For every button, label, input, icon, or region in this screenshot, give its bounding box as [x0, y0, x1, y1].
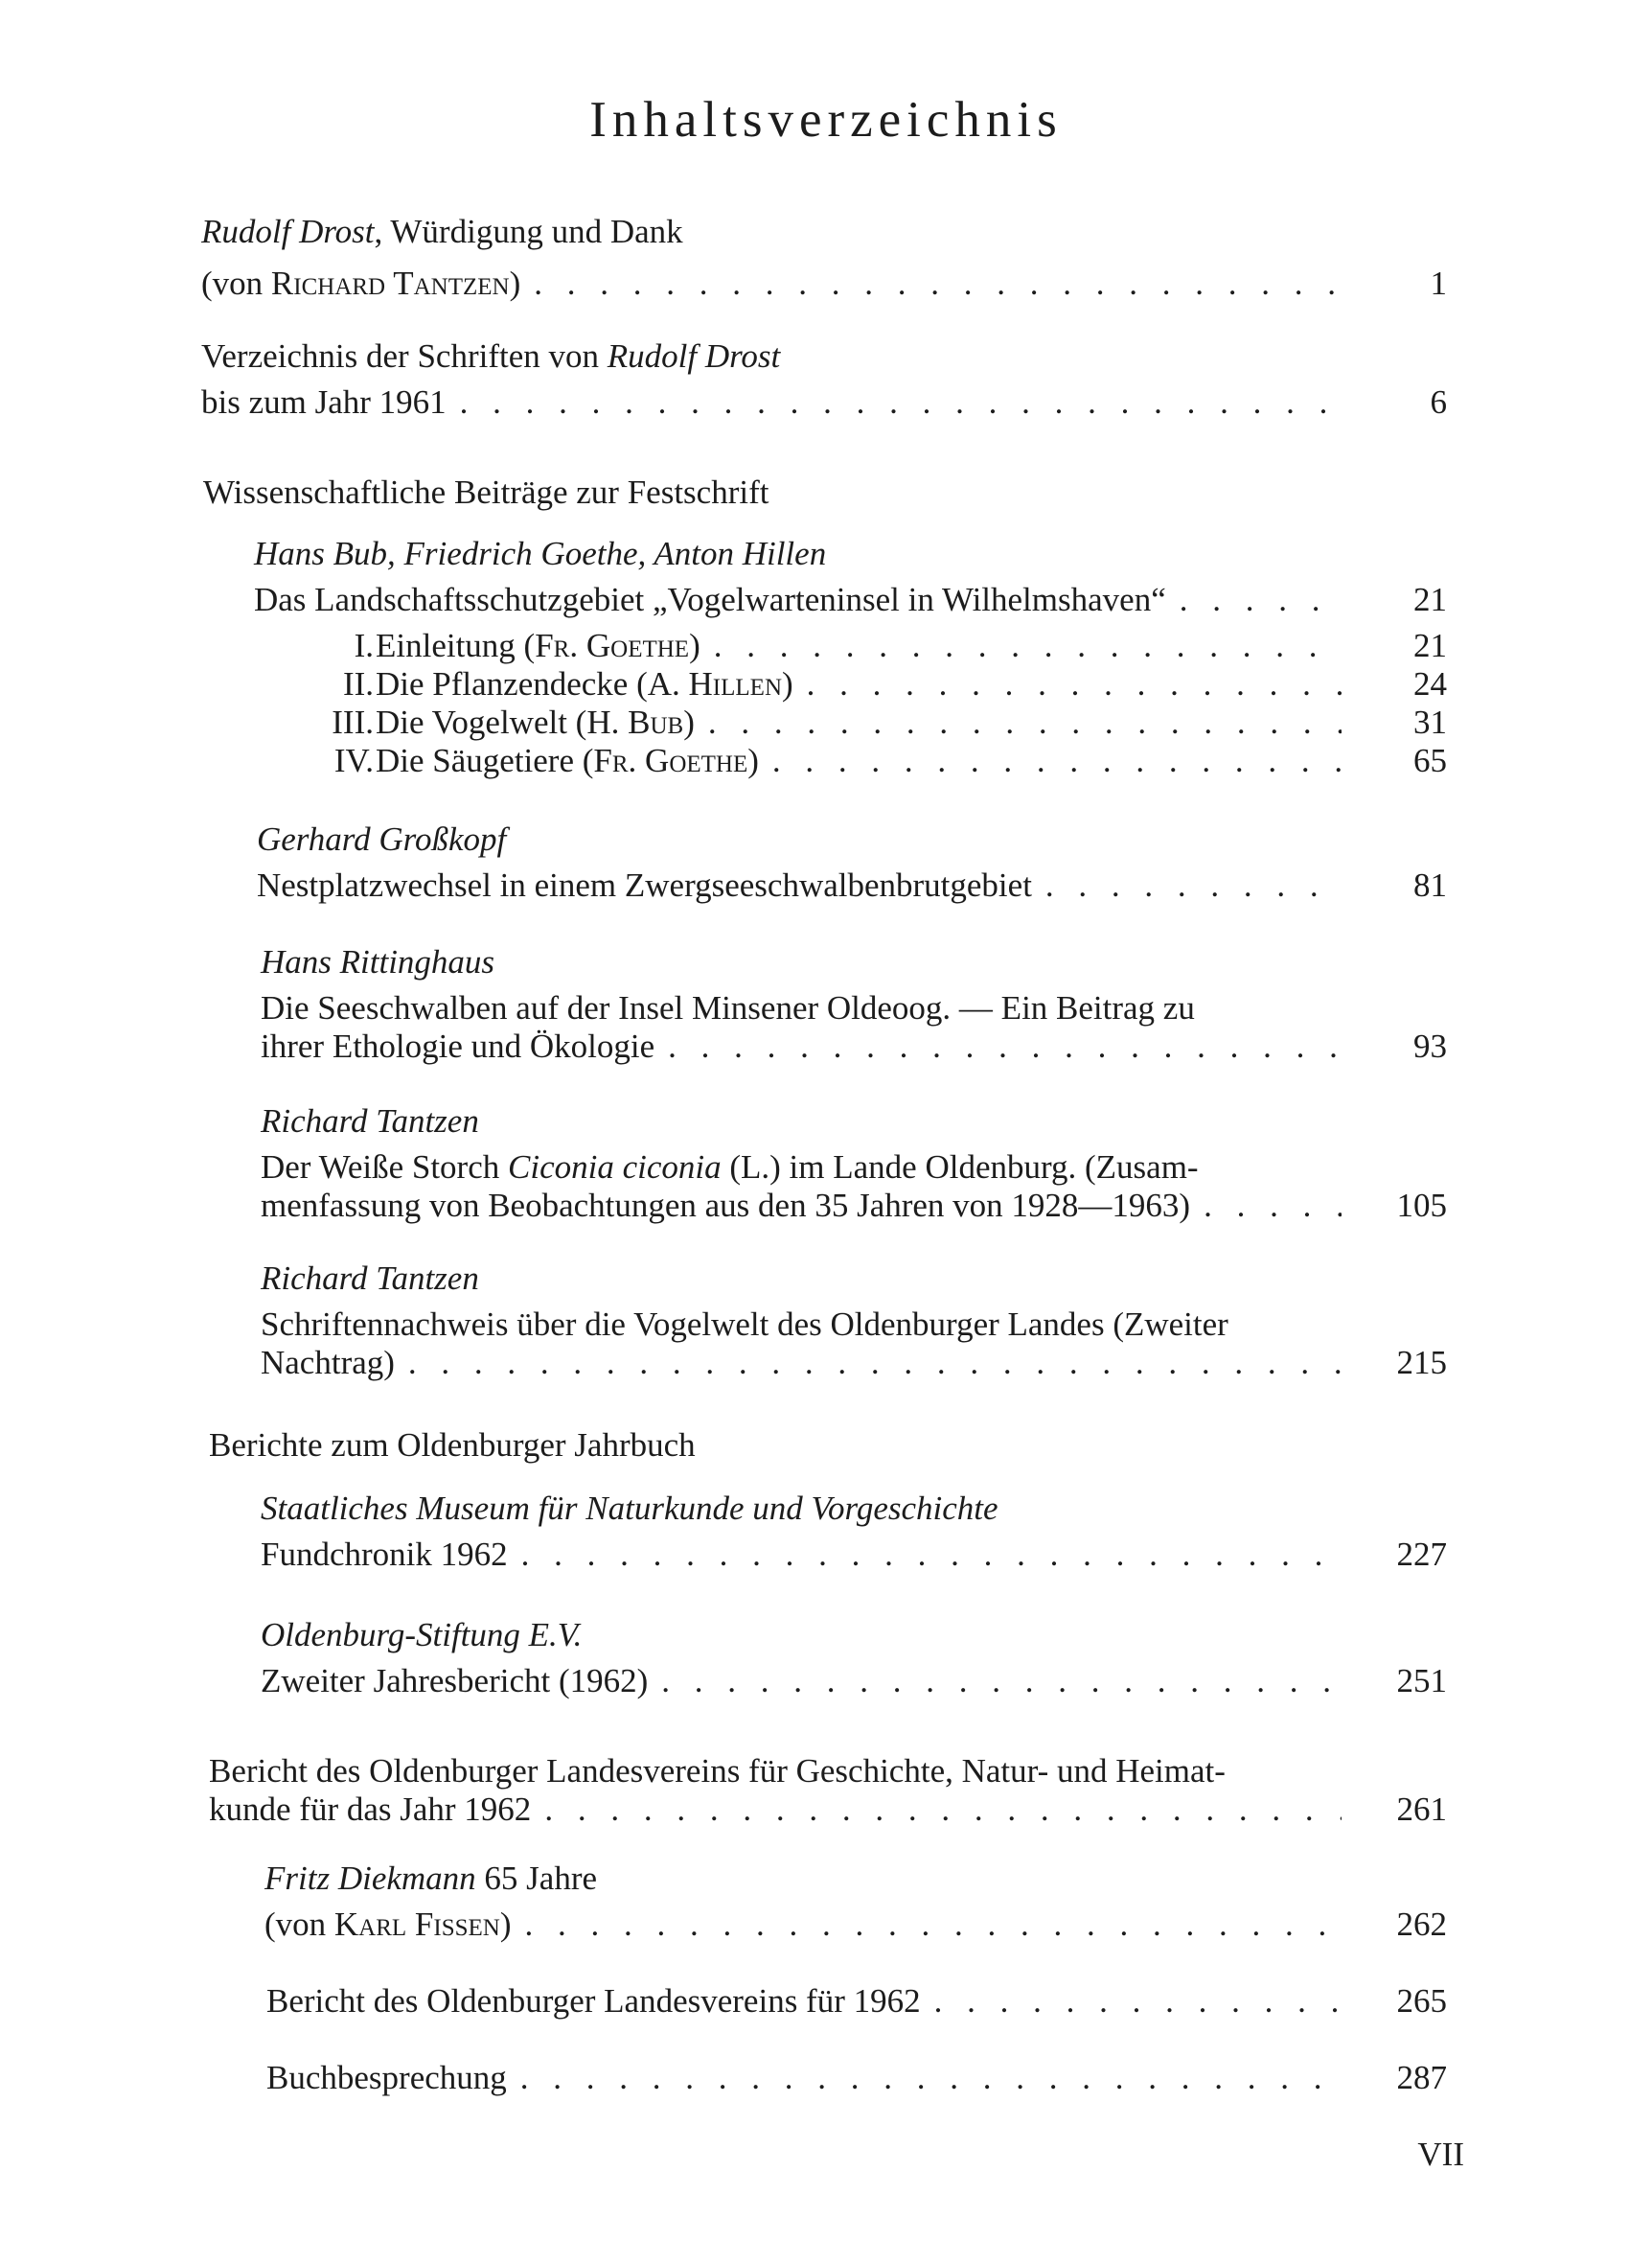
page-title: Inhaltsverzeichnis [589, 92, 1063, 148]
entry-title: , Würdigung und Dank [374, 213, 683, 250]
page-number: 262 [1396, 1906, 1447, 1943]
page-number: 21 [1413, 581, 1447, 618]
text: ) [499, 1906, 512, 1943]
author: Gerhard Großkopf [257, 820, 507, 858]
text: ) [689, 627, 700, 664]
page-number: 265 [1396, 1982, 1447, 2020]
page-number: 24 [1413, 665, 1447, 703]
entry-title: Zweiter Jahresbericht (1962) [261, 1662, 649, 1699]
text: ) [683, 704, 695, 741]
toc-subentry [376, 742, 1351, 780]
toc-entry-schriften-line [201, 383, 1351, 422]
toc-entry-fundchronik [261, 1536, 1351, 1574]
entry-title: Buchbesprechung [266, 2059, 507, 2096]
text: Die Pflanzendecke ( [376, 665, 648, 703]
toc-entry-schriften-heading [201, 337, 780, 376]
dot-leader [714, 627, 1342, 665]
entry-title: ihrer Ethologie und Ökologie [261, 1028, 655, 1065]
page-number: 6 [1430, 383, 1447, 421]
text: ) [747, 742, 759, 779]
author-name: Fr. Goethe [535, 627, 690, 664]
dot-leader [1180, 581, 1342, 619]
sub-number: II. [342, 665, 374, 703]
dot-leader [934, 1982, 1342, 2021]
text: ) [509, 265, 521, 302]
sub-number: IV. [333, 742, 374, 779]
entry-title: Fundchronik 1962 [261, 1536, 508, 1573]
toc-entry-drost-heading [201, 213, 683, 251]
text: Die Säugetiere ( [376, 742, 594, 779]
author-name: Fr. Goethe [593, 742, 748, 779]
dot-leader [520, 2059, 1342, 2097]
text: Einleitung ( [376, 627, 536, 664]
toc-entry-drost-line [201, 265, 1351, 303]
toc-entry-vogelwarteninsel [254, 581, 1351, 619]
page-number: 31 [1413, 704, 1447, 741]
author-name: H. Bub [586, 704, 684, 741]
dot-leader [460, 383, 1342, 422]
entry-title: menfassung von Beobachtungen aus den 35 Jahren von 1928—1963) [261, 1187, 1191, 1224]
entry-title: Nachtrag) [261, 1344, 395, 1381]
toc-entry-storch [261, 1187, 1351, 1225]
dot-leader [807, 665, 1342, 704]
page-number: 261 [1396, 1790, 1447, 1828]
page-number: 215 [1396, 1344, 1447, 1381]
author: Staatliches Museum für Naturkunde und Vorgeschichte [261, 1490, 998, 1527]
toc-entry-jahresbericht [261, 1662, 1351, 1700]
page-number: 287 [1396, 2059, 1447, 2096]
dot-leader [525, 1906, 1342, 1944]
page-number: 227 [1396, 1536, 1447, 1573]
text: (von [201, 265, 271, 302]
page-number: 93 [1413, 1028, 1447, 1065]
entry-title: 65 Jahre [475, 1860, 598, 1897]
dot-leader [408, 1344, 1342, 1382]
dot-leader [1045, 866, 1342, 905]
entry-title: bis zum Jahr 1961 [201, 383, 447, 421]
author-name: Richard Tantzen [270, 265, 510, 302]
page-number: 251 [1396, 1662, 1447, 1699]
page-number: 105 [1396, 1187, 1447, 1224]
toc-entry-bericht-1962 [266, 1982, 1351, 2021]
author: Rudolf Drost [201, 213, 375, 250]
page-number: 21 [1413, 627, 1447, 664]
toc-entry-buchbesprechung [266, 2059, 1351, 2097]
toc-entry-seeschwalben [261, 1028, 1351, 1066]
author: Hans Bub, Friedrich Goethe, Anton Hillen [254, 535, 827, 572]
entry-title: kunde für das Jahr 1962 [209, 1790, 532, 1828]
entry-title: Bericht des Oldenburger Landesvereins für 1962 [266, 1982, 921, 2020]
author-name: Karl Fissen [333, 1906, 500, 1943]
section-heading: Wissenschaftliche Beiträge zur Festschrift [203, 474, 769, 511]
toc-entry-diekmann-line [264, 1906, 1351, 1944]
author: Richard Tantzen [261, 1102, 479, 1140]
toc-entry-nestplatz [257, 866, 1351, 905]
entry-title: Bericht des Oldenburger Landesvereins für Geschichte, Natur- und Heimat- [209, 1752, 1226, 1790]
toc-entry-diekmann-heading [264, 1860, 597, 1898]
text: Die Vogelwelt ( [376, 704, 587, 741]
text: Verzeichnis der Schriften von [201, 337, 608, 375]
toc-subentry [376, 665, 1351, 704]
author: Hans Rittinghaus [261, 943, 495, 981]
entry-title: Die Seeschwalben auf der Insel Minsener Oldeoog. — Ein Beitrag zu [261, 989, 1195, 1027]
page-number: 1 [1430, 265, 1447, 302]
entry-title: Schriftennachweis über die Vogelwelt des Oldenburger Landes (Zweiter [261, 1305, 1228, 1343]
sub-number: I. [354, 627, 374, 664]
dot-leader [534, 265, 1342, 303]
text: (L.) im Lande Oldenburg. (Zusam- [721, 1148, 1199, 1186]
text: ) [782, 665, 793, 703]
text: Der Weiße Storch [261, 1148, 508, 1186]
toc-entry-landesverein [209, 1790, 1351, 1829]
author: Oldenburg-Stiftung E.V. [261, 1616, 583, 1653]
page-number: 65 [1413, 742, 1447, 779]
author: Fritz Diekmann [264, 1860, 476, 1897]
species-name: Ciconia ciconia [508, 1148, 722, 1186]
entry-title: Das Landschaftsschutzgebiet „Vogelwarteninsel in Wilhelmshaven“ [254, 581, 1166, 618]
dot-leader [668, 1028, 1342, 1066]
author: Rudolf Drost [607, 337, 781, 375]
author: Richard Tantzen [261, 1259, 479, 1297]
dot-leader [544, 1790, 1342, 1829]
dot-leader [661, 1662, 1342, 1700]
page-folio: VII [1417, 2136, 1464, 2173]
dot-leader [708, 704, 1342, 742]
page-number: 81 [1413, 866, 1447, 904]
entry-title [261, 1148, 1199, 1187]
dot-leader [1204, 1187, 1342, 1225]
sub-number: III. [332, 704, 374, 741]
toc-entry-schriftennachweis [261, 1344, 1351, 1382]
section-heading: Berichte zum Oldenburger Jahrbuch [209, 1426, 696, 1464]
toc-subentry [376, 704, 1351, 742]
text: (von [264, 1906, 334, 1943]
author-name: A. Hillen [647, 665, 782, 703]
dot-leader [521, 1536, 1342, 1574]
dot-leader [772, 742, 1342, 780]
toc-subentry [376, 627, 1351, 665]
entry-title: Nestplatzwechsel in einem Zwergseeschwalbenbrutgebiet [257, 866, 1032, 904]
